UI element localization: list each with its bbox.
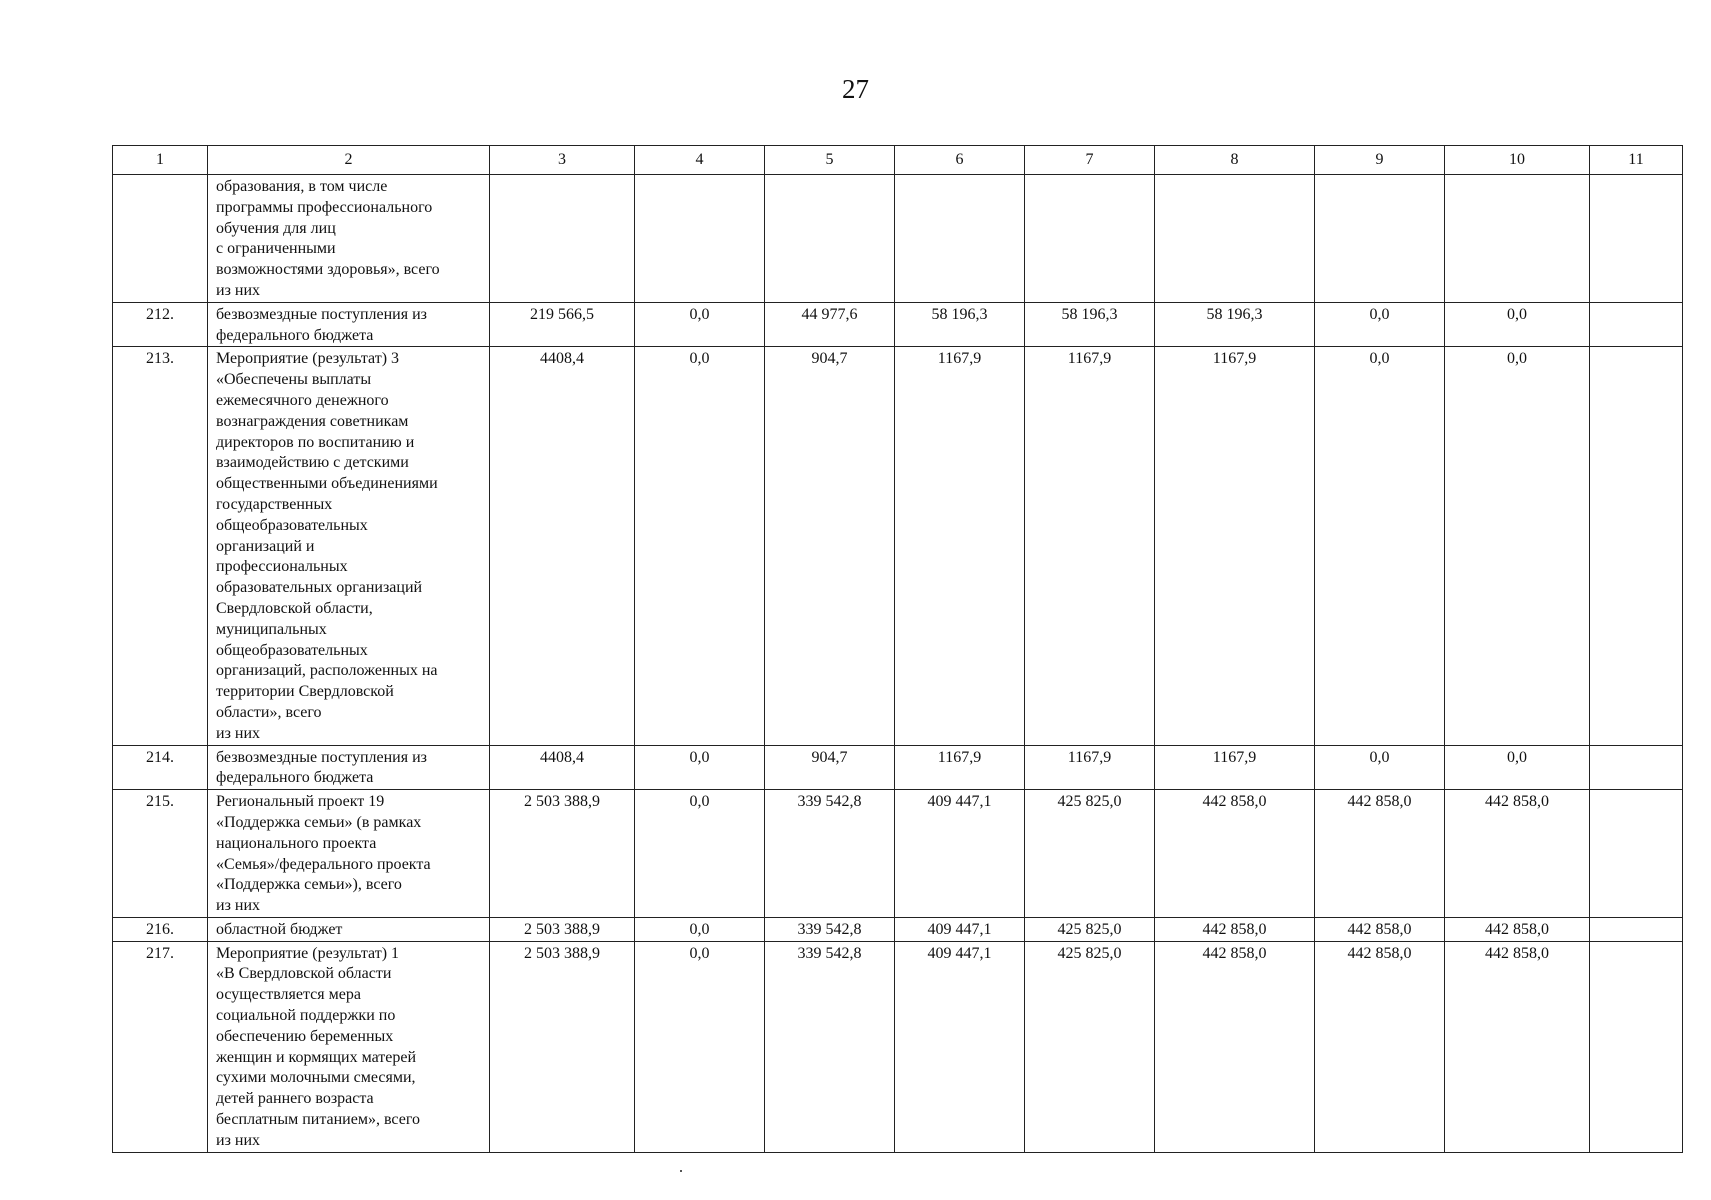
value-cell: 2 503 388,9 xyxy=(490,917,635,941)
row-description: Мероприятие (результат) 1 «В Свердловской области осуществляется мера социальной поддержки по обеспечению беременных женщин и кормящих матерей сухими молочными смесями, детей раннего возраста бесплатным питанием», всего из них xyxy=(208,941,490,1152)
value-cell: 2 503 388,9 xyxy=(490,790,635,918)
value-cell xyxy=(1445,175,1590,303)
value-cell xyxy=(1155,175,1315,303)
header-cell: 8 xyxy=(1155,146,1315,175)
value-cell: 0,0 xyxy=(635,347,765,745)
value-cell: 0,0 xyxy=(635,790,765,918)
row-description: безвозмездные поступления из федерального бюджета xyxy=(208,302,490,347)
header-cell: 2 xyxy=(208,146,490,175)
value-cell: 1167,9 xyxy=(1155,745,1315,790)
value-cell: 339 542,8 xyxy=(765,790,895,918)
value-cell: 442 858,0 xyxy=(1445,941,1590,1152)
value-cell xyxy=(1590,302,1683,347)
value-cell: 58 196,3 xyxy=(1025,302,1155,347)
row-number: 213. xyxy=(113,347,208,745)
value-cell xyxy=(1590,175,1683,303)
value-cell: 4408,4 xyxy=(490,745,635,790)
row-description: Региональный проект 19 «Поддержка семьи» (в рамках национального проекта «Семья»/федерального проекта «Поддержка семьи»), всего из них xyxy=(208,790,490,918)
header-cell: 9 xyxy=(1315,146,1445,175)
value-cell xyxy=(895,175,1025,303)
row-number: 214. xyxy=(113,745,208,790)
value-cell: 1167,9 xyxy=(895,347,1025,745)
value-cell: 44 977,6 xyxy=(765,302,895,347)
value-cell: 339 542,8 xyxy=(765,941,895,1152)
value-cell: 1167,9 xyxy=(895,745,1025,790)
value-cell: 0,0 xyxy=(635,745,765,790)
value-cell: 409 447,1 xyxy=(895,790,1025,918)
table-row xyxy=(113,745,1683,790)
value-cell: 409 447,1 xyxy=(895,917,1025,941)
header-cell: 4 xyxy=(635,146,765,175)
row-number xyxy=(113,175,208,303)
header-cell: 11 xyxy=(1590,146,1683,175)
value-cell: 904,7 xyxy=(765,347,895,745)
value-cell: 904,7 xyxy=(765,745,895,790)
header-cell: 1 xyxy=(113,146,208,175)
value-cell: 219 566,5 xyxy=(490,302,635,347)
value-cell: 0,0 xyxy=(1445,347,1590,745)
value-cell: 409 447,1 xyxy=(895,941,1025,1152)
value-cell xyxy=(635,175,765,303)
value-cell: 2 503 388,9 xyxy=(490,941,635,1152)
value-cell: 442 858,0 xyxy=(1445,917,1590,941)
page-number: 27 xyxy=(842,74,869,104)
row-number: 217. xyxy=(113,941,208,1152)
value-cell: 442 858,0 xyxy=(1155,941,1315,1152)
value-cell: 58 196,3 xyxy=(895,302,1025,347)
value-cell: 0,0 xyxy=(635,917,765,941)
value-cell xyxy=(1590,941,1683,1152)
value-cell: 0,0 xyxy=(1315,347,1445,745)
value-cell: 0,0 xyxy=(1445,302,1590,347)
value-cell: 442 858,0 xyxy=(1445,790,1590,918)
header-cell: 10 xyxy=(1445,146,1590,175)
value-cell: 442 858,0 xyxy=(1155,917,1315,941)
table-row xyxy=(113,175,1683,303)
value-cell: 0,0 xyxy=(1445,745,1590,790)
header-cell: 3 xyxy=(490,146,635,175)
value-cell xyxy=(1025,175,1155,303)
value-cell: 58 196,3 xyxy=(1155,302,1315,347)
value-cell: 442 858,0 xyxy=(1315,917,1445,941)
header-cell: 7 xyxy=(1025,146,1155,175)
value-cell: 425 825,0 xyxy=(1025,790,1155,918)
header-cell: 6 xyxy=(895,146,1025,175)
value-cell: 1167,9 xyxy=(1025,347,1155,745)
value-cell: 0,0 xyxy=(635,941,765,1152)
value-cell: 1167,9 xyxy=(1025,745,1155,790)
value-cell: 339 542,8 xyxy=(765,917,895,941)
value-cell: 442 858,0 xyxy=(1315,790,1445,918)
table-row xyxy=(113,941,1683,1152)
value-cell: 0,0 xyxy=(635,302,765,347)
value-cell: 442 858,0 xyxy=(1315,941,1445,1152)
table-row xyxy=(113,302,1683,347)
value-cell: 425 825,0 xyxy=(1025,941,1155,1152)
value-cell: 442 858,0 xyxy=(1155,790,1315,918)
value-cell xyxy=(490,175,635,303)
value-cell xyxy=(1315,175,1445,303)
budget-table xyxy=(112,145,1683,1153)
row-description: областной бюджет xyxy=(208,917,490,941)
row-number: 212. xyxy=(113,302,208,347)
row-number: 215. xyxy=(113,790,208,918)
value-cell: 4408,4 xyxy=(490,347,635,745)
value-cell xyxy=(1590,917,1683,941)
row-number: 216. xyxy=(113,917,208,941)
value-cell: 425 825,0 xyxy=(1025,917,1155,941)
table-row xyxy=(113,347,1683,745)
row-description: образования, в том числе программы профессионального обучения для лиц с ограниченными возможностями здоровья», всего из них xyxy=(208,175,490,303)
scan-dot xyxy=(680,1170,682,1172)
table-row xyxy=(113,917,1683,941)
row-description: Мероприятие (результат) 3 «Обеспечены выплаты ежемесячного денежного вознаграждения советникам директоров по воспитанию и взаимодействию с детскими общественными объединениями государственных общеобразовательных организаций и профессиональных образовательных организаций Свердловской области, муниципальных общеобразовательных организаций, расположенных на территории Свердловской области», всего из них xyxy=(208,347,490,745)
value-cell xyxy=(765,175,895,303)
table-row xyxy=(113,790,1683,918)
value-cell: 0,0 xyxy=(1315,745,1445,790)
value-cell xyxy=(1590,790,1683,918)
value-cell: 0,0 xyxy=(1315,302,1445,347)
row-description: безвозмездные поступления из федерального бюджета xyxy=(208,745,490,790)
header-row xyxy=(113,146,1683,175)
header-cell: 5 xyxy=(765,146,895,175)
value-cell xyxy=(1590,347,1683,745)
value-cell: 1167,9 xyxy=(1155,347,1315,745)
value-cell xyxy=(1590,745,1683,790)
